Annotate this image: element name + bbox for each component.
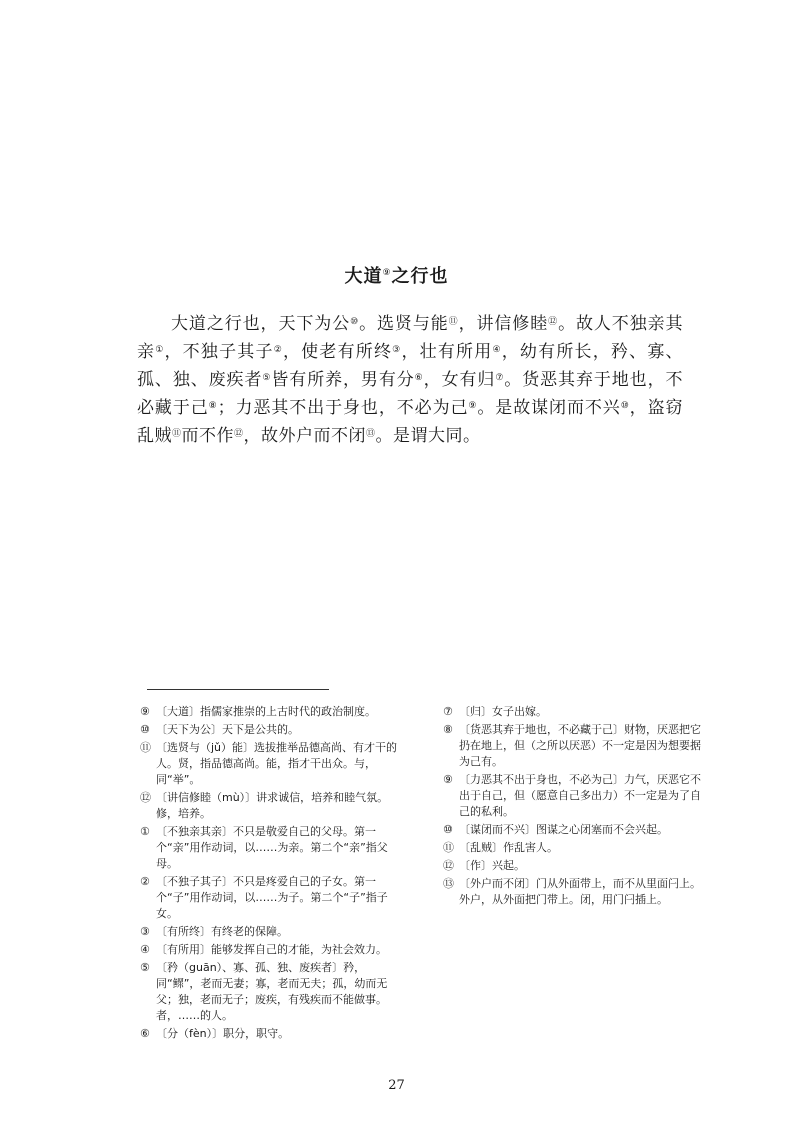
footnote-text: 〔不独亲其亲〕不只是敬爱自己的父母。第一个“亲”用作动词，以……为亲。第二个“亲”指父母。 (156, 825, 388, 870)
title-main: 大道 (344, 266, 383, 287)
footnote-marker: ⑫ (140, 791, 151, 804)
footnote-item (140, 942, 402, 958)
footnote-text: 〔选贤与（jǔ）能〕选拔推举品德高尚、有才干的人。贤，指品德高尚。能，指才干出众。与，同“举”。 (156, 741, 398, 786)
section-title (0, 262, 793, 288)
title-rest: 之行也 (391, 266, 449, 287)
footnote-marker: ⑧ (443, 723, 453, 736)
title-footnote-marker: ⑨ (382, 268, 392, 278)
footnote-marker: ③ (140, 925, 150, 938)
footnote-marker: ⑬ (443, 877, 454, 890)
footnote-marker: ⑨ (140, 705, 150, 718)
footnote-text: 〔乱贼〕作乱害人。 (459, 841, 558, 854)
footnotes-left-column (140, 704, 402, 1044)
footnote-item (443, 858, 708, 874)
footnote-text: 〔分（fèn）〕职分，职守。 (156, 1027, 290, 1040)
footnote-item (140, 874, 402, 922)
footnote-item (140, 1026, 402, 1042)
footnote-text: 〔有所用〕能够发挥自己的才能，为社会效力。 (156, 943, 387, 956)
footnote-text: 〔大道〕指儒家推崇的上古时代的政治制度。 (156, 705, 376, 718)
footnote-text: 〔天下为公〕天下是公共的。 (156, 723, 299, 736)
footnote-marker: ⑪ (140, 741, 151, 754)
footnote-item (140, 740, 402, 788)
footnote-text: 〔讲信修睦（mù）〕讲求诚信，培养和睦气氛。修，培养。 (156, 791, 389, 820)
footnote-text: 〔有所终〕有终老的保障。 (156, 925, 288, 938)
footnote-text: 〔力恶其不出于身也，不必为己〕力气，厌恶它不出于自己，但（愿意自己多出力）不一定是为了自己的私利。 (459, 773, 701, 818)
page-number: 27 (388, 1078, 405, 1093)
footnote-item (140, 722, 402, 738)
footnote-item (140, 960, 402, 1024)
footnote-marker: ⑫ (443, 859, 454, 872)
classical-passage: 大道之行也，天下为公⑩。选贤与能⑪，讲信修睦⑫。故人不独亲其亲①，不独子其子②，使老有所终③，壮有所用④，幼有所长，矜、寡、孤、独、废疾者⑤皆有所养，男有分⑥，女有归⑦。货恶其弃于地也，不必藏于己⑧；力恶其不出于身也，不必为己⑨。是故谋闭而不兴⑩，盗窃乱贼⑪而不作⑫，故外户而不闭⑬。是谓大同。 (137, 314, 684, 446)
footnote-text: 〔不独子其子〕不只是疼爱自己的子女。第一个“子”用作动词，以……为子。第二个“子”指子女。 (156, 875, 388, 920)
footnote-item (443, 772, 708, 820)
footnote-text: 〔作〕兴起。 (459, 859, 525, 872)
footnote-text: 〔外户而不闭〕门从外面带上，而不从里面闩上。外户，从外面把门带上。闭，用门闩插上。 (459, 877, 701, 906)
footnote-text: 〔矜（guān）、寡、孤、独、废疾者〕矜，同“鳏”，老而无妻；寡，老而无夫；孤，幼而无父；独，老而无子；废疾，有残疾而不能做事。者，……的人。 (156, 961, 388, 1022)
footnote-marker: ⑩ (140, 723, 150, 736)
footnote-item (140, 704, 402, 720)
footnote-marker: ⑦ (443, 705, 453, 718)
footnote-item (140, 824, 402, 872)
footnote-text: 〔归〕女子出嫁。 (459, 705, 547, 718)
footnotes-right-column (443, 704, 708, 910)
footnote-marker: ⑪ (443, 841, 454, 854)
footnote-text: 〔货恶其弃于地也，不必藏于己〕财物，厌恶把它扔在地上，但（之所以厌恶）不一定是因为想要据为己有。 (459, 723, 701, 768)
footnote-marker: ④ (140, 943, 150, 956)
footnote-marker: ⑥ (140, 1027, 150, 1040)
footnote-text: 〔谋闭而不兴〕图谋之心闭塞而不会兴起。 (459, 823, 668, 836)
footnote-divider (147, 689, 329, 690)
footnote-marker: ⑤ (140, 961, 150, 974)
footnote-marker: ⑨ (443, 773, 453, 786)
footnote-marker: ⑩ (443, 823, 453, 836)
footnote-item (443, 704, 708, 720)
footnote-marker: ① (140, 825, 150, 838)
footnote-item (443, 840, 708, 856)
footnote-item (140, 924, 402, 940)
footnote-item (443, 722, 708, 770)
footnote-item (443, 822, 708, 838)
footnote-item (443, 876, 708, 908)
footnote-item (140, 790, 402, 822)
footnote-marker: ② (140, 875, 150, 888)
